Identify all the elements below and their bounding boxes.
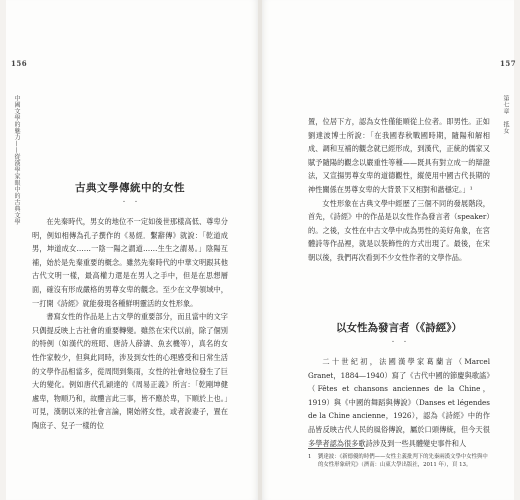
paragraph: 二十世紀初，法國漢學家葛蘭言（Marcel Granet，1884—1940）寫了《古代中國的節慶與歌謠》（Fêtes et chansons anciennes de la Chine，1919）與《中國的舞蹈與傳說》（Danses et légendes de la Chine ancienne，1926），認為《詩經》中的作品皆反映古代人民的風俗傳說，屬於口頭傳統，但今天很多學者認為很多歌詩涉及到一些具體變史事件和人 [308, 357, 490, 448]
body-text [308, 355, 490, 450]
paragraph: 書寫女性的作品是上古文學的重要部分，而且當中的文字只偶提反映上古社會的重要轉變。雖然在宋代以前，除了個別的特例（如漢代的班昭、唐詩人薛濤、魚玄機等），真名的女性作家較少，但與此同時，涉及到女性的心理感受和日常生活的文學作品相當多，從周問到集雨，女性的社會地位發生了巨大的變化。例如唐代孔穎達的《周易正義》所言：「乾剛坤健處卑，物順乃和，故醴言此三事，皆不應於卑，下順於上也。」可見，漢朝以來的社會言論，開始將女性，或者說妻子，置在陶庶子、兒子一樣的位 [32, 312, 228, 430]
body-text [308, 115, 490, 265]
section-heading: 以女性為發言者（《詩經》） [336, 322, 462, 334]
footnote [308, 453, 490, 469]
footnote-marker: 1 [308, 454, 312, 460]
paragraph: 女性形象在古典文學中經歷了三個不同的發展階段，首先，《詩經》中的作品是以女性作為發言者（speaker）的。之後，女性在中古文學中成為男性的美好角象，在宮體詩等作品裡，就是以裝飾性的方式出現了。最後，在宋朝以後，我們再次看到不少女性作者的文學作品。 [308, 198, 490, 262]
heading-ornament: ・ ・ [120, 199, 139, 206]
running-head: 中國文學的魅力——從漢學家眼中的古典文學 [13, 95, 20, 225]
section-heading: 古典文學傳統中的女性 [75, 182, 185, 194]
left-page [6, 0, 258, 500]
paragraph: 置，位居下方，認為女性僅能順從上位者。即男性。正如劉達波博士所說：「在我國春秋戰國時期，隨陽和解相成、調和互補的觀念就已經形成，到漢代，正統的儒家又賦予隨陽的觀念以嚴重性等種——既具有對立成一的辯證法，又宣揚男尊女卑的道德觀性，縱使用中國古代長期的神性關係在男尊女卑的大背景下又相對和諧穩定。」¹ [308, 117, 490, 194]
footnote-rule [308, 448, 364, 449]
right-page [262, 0, 517, 500]
body-text [32, 215, 228, 433]
footnote-text: 劉達波：《新德優的時們——女性主義批判下的先秦兩漢文學中女性與中的女性形象研究》（濟南：山東大學出版社，2011 年），頁 13。 [318, 454, 488, 468]
running-head: 第七章 抵女 [502, 95, 509, 134]
page-number: 156 [11, 59, 28, 68]
page-number: 157 [500, 59, 517, 68]
heading-ornament: ・ ・ [389, 339, 408, 346]
paragraph: 在先秦時代，男女的地位不一定如後世那樣高低、尊卑分明，例如相傳為孔子撰作的《易經．繫辭傳》就說：「乾道成男，坤道成女……一陰一陽之謂道……生生之謂易。」陰陽互補，始於是先秦重要的概念。雖然先秦時代的中華文明跟其他古代文明一樣，最高權力還是在男人之手中，但是在思想層面，確沒有形成嚴格的男尊女卑的觀念。至少在文學領域中，一打開《詩經》就能發現各種鮮明靈活的女性形象。 [32, 217, 228, 308]
